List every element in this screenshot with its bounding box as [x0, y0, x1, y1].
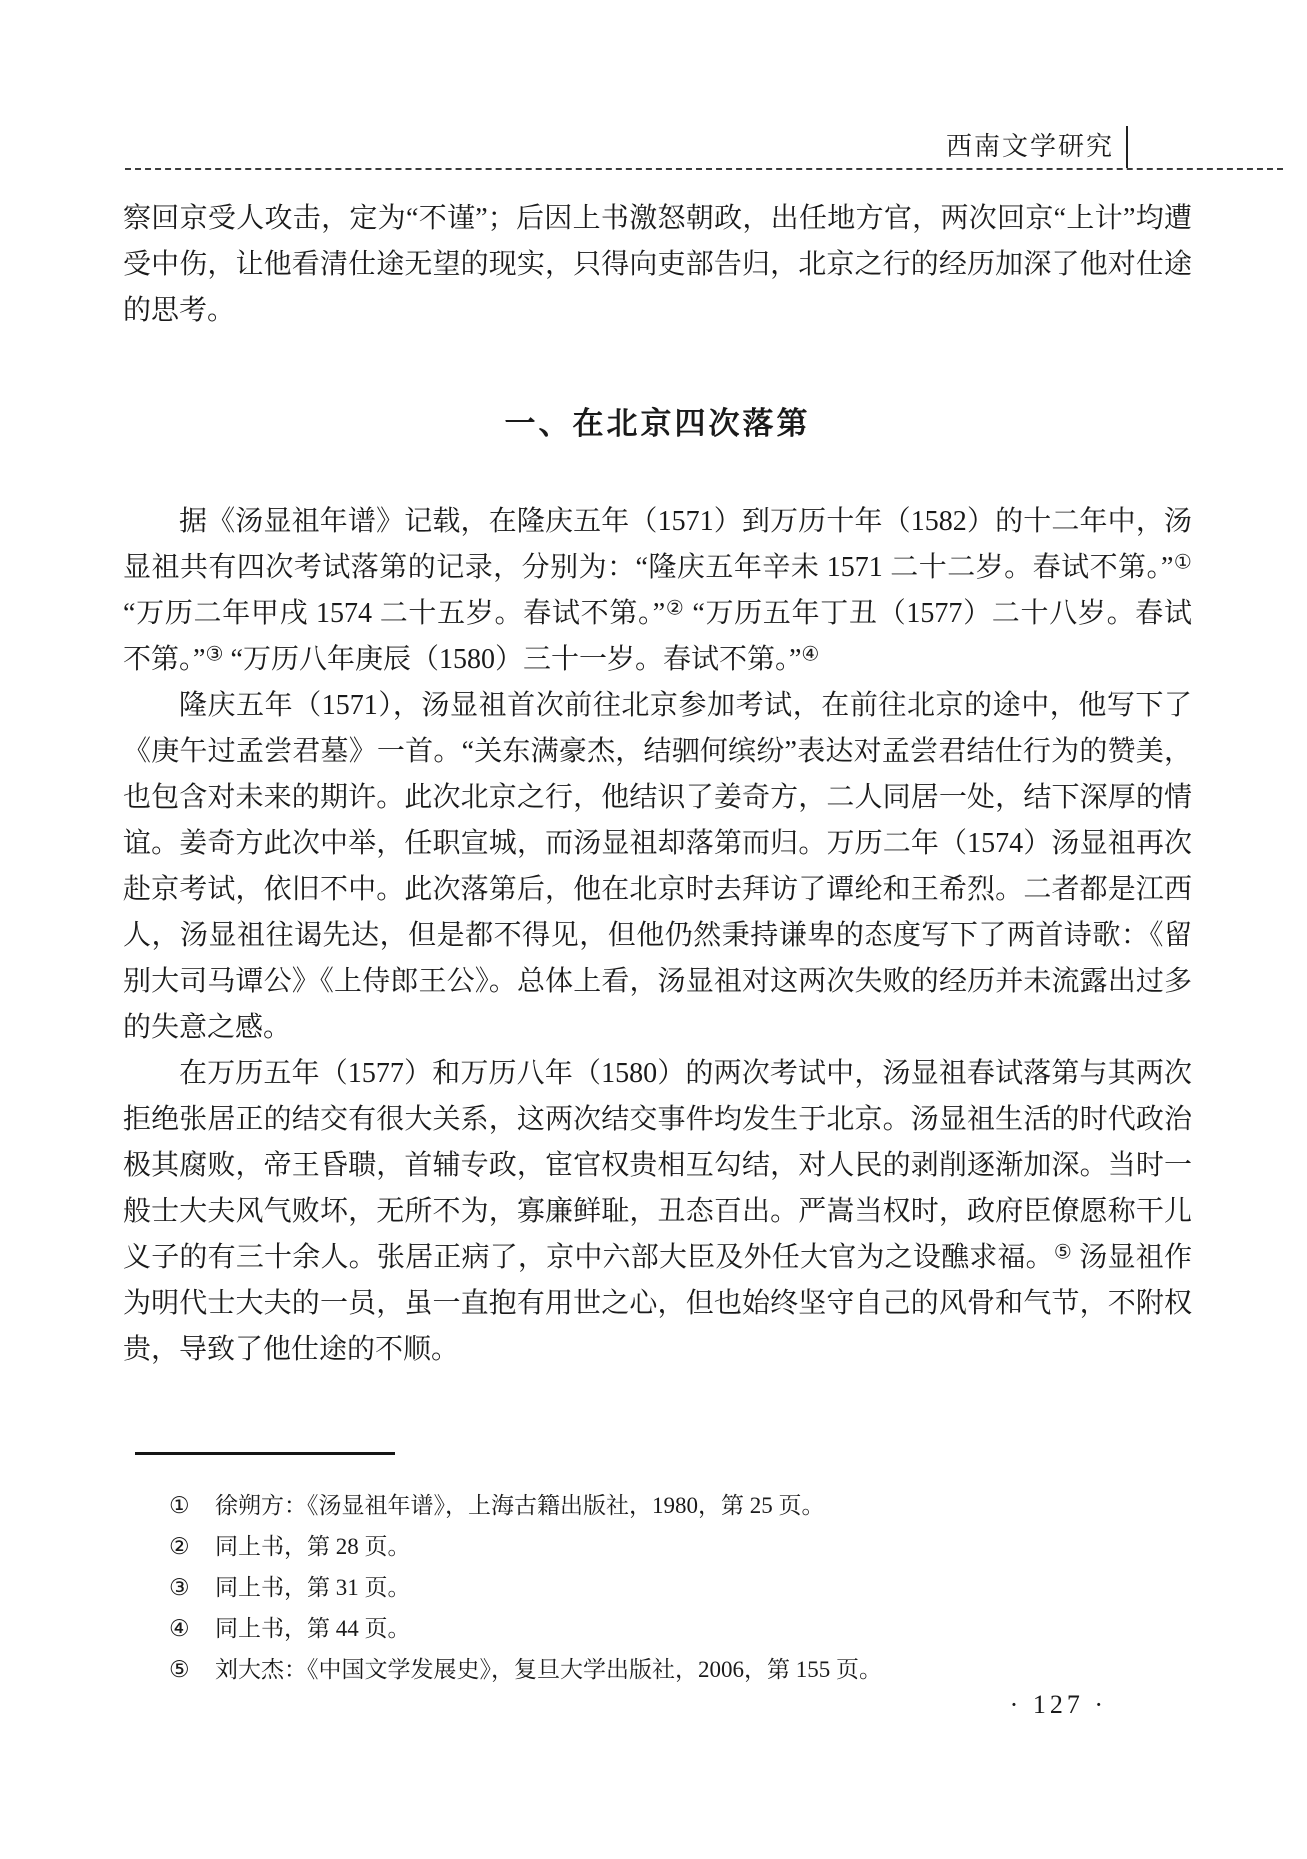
footnote-number: ④ — [169, 1616, 190, 1641]
footnote-number: ② — [169, 1534, 190, 1559]
footnote-text: 同上书，第 28 页。 — [215, 1534, 411, 1559]
body-paragraph: 察回京受人攻击，定为“不谨”；后因上书激怒朝政，出任地方官，两次回京“上计”均遭受中伤，让他看清仕途无望的现实，只得向吏部告归，北京之行的经历加深了他对仕途的思考。 — [123, 203, 1192, 326]
footnote-text: 徐朔方：《汤显祖年谱》，上海古籍出版社，1980，第 25 页。 — [215, 1493, 825, 1518]
footnote-marker: ① — [1173, 551, 1192, 574]
footnote-text: 刘大杰：《中国文学发展史》，复旦大学出版社，2006，第 155 页。 — [215, 1657, 882, 1682]
footnote-item — [123, 1526, 1192, 1567]
footnote-text: 同上书，第 44 页。 — [215, 1616, 411, 1641]
footnote-text: 同上书，第 31 页。 — [215, 1575, 411, 1600]
article-body — [123, 196, 1192, 1373]
footnote-area — [123, 1452, 1192, 1690]
footnote-marker: ③ — [205, 643, 224, 666]
footnote-number: ③ — [169, 1575, 190, 1600]
footnote-list — [123, 1485, 1192, 1690]
footnote-number: ⑤ — [169, 1657, 190, 1682]
footnote-item — [123, 1567, 1192, 1608]
running-head — [125, 0, 1283, 170]
footnote-marker: ④ — [801, 643, 820, 666]
body-paragraph: 在万历五年（1577）和万历八年（1580）的两次考试中，汤显祖春试落第与其两次拒绝张居正的结交有很大关系，这两次结交事件均发生于北京。汤显祖生活的时代政治极其腐败，帝王昏聩，首辅专政，宦官权贵相互勾结，对人民的剥削逐渐加深。当时一般士大夫风气败坏，无所不为，寡廉鲜耻，丑态百出。严嵩当权时，政府臣僚愿称干儿义子的有三十余人。张居正病了，京中六部大臣及外任大官为之设醮求福。⑤ 汤显祖作为明代士大夫的一员，虽一直抱有用世之心，但也始终坚守自己的风骨和气节，不附权贵，导致了他仕途的不顺。 — [123, 1058, 1192, 1365]
footnote-number: ① — [169, 1493, 190, 1518]
body-paragraph: 据《汤显祖年谱》记载，在隆庆五年（1571）到万历十年（1582）的十二年中，汤显祖共有四次考试落第的记录，分别为：“隆庆五年辛未 1571 二十二岁。春试不第。”① “万历二年甲戌 1574 二十五岁。春试不第。”② “万历五年丁丑（1577）二十八岁。春试不第。”③ “万历八年庚辰（1580）三十一岁。春试不第。”④ — [123, 506, 1192, 675]
footnote-marker: ⑤ — [1053, 1241, 1073, 1264]
section-heading: 一、在北京四次落第 — [504, 406, 811, 441]
footnote-marker: ② — [665, 597, 685, 620]
footnote-separator — [135, 1452, 395, 1455]
journal-title: 西南文学研究 — [946, 126, 1128, 168]
body-paragraph: 隆庆五年（1571），汤显祖首次前往北京参加考试，在前往北京的途中，他写下了《庚午过孟尝君墓》一首。“关东满豪杰，结驷何缤纷”表达对孟尝君结仕行为的赞美，也包含对未来的期许。此次北京之行，他结识了姜奇方，二人同居一处，结下深厚的情谊。姜奇方此次中举，任职宣城，而汤显祖却落第而归。万历二年（1574）汤显祖再次赴京考试，依旧不中。此次落第后，他在北京时去拜访了谭纶和王希烈。二者都是江西人，汤显祖往谒先达，但是都不得见，但他仍然秉持谦卑的态度写下了两首诗歌：《留别大司马谭公》《上侍郎王公》。总体上看，汤显祖对这两次失败的经历并未流露出过多的失意之感。 — [123, 690, 1192, 1043]
footnote-item — [123, 1485, 1192, 1526]
footnote-item — [123, 1608, 1192, 1649]
page-number: · 127 · — [1009, 1690, 1107, 1719]
footnote-item — [123, 1649, 1192, 1690]
